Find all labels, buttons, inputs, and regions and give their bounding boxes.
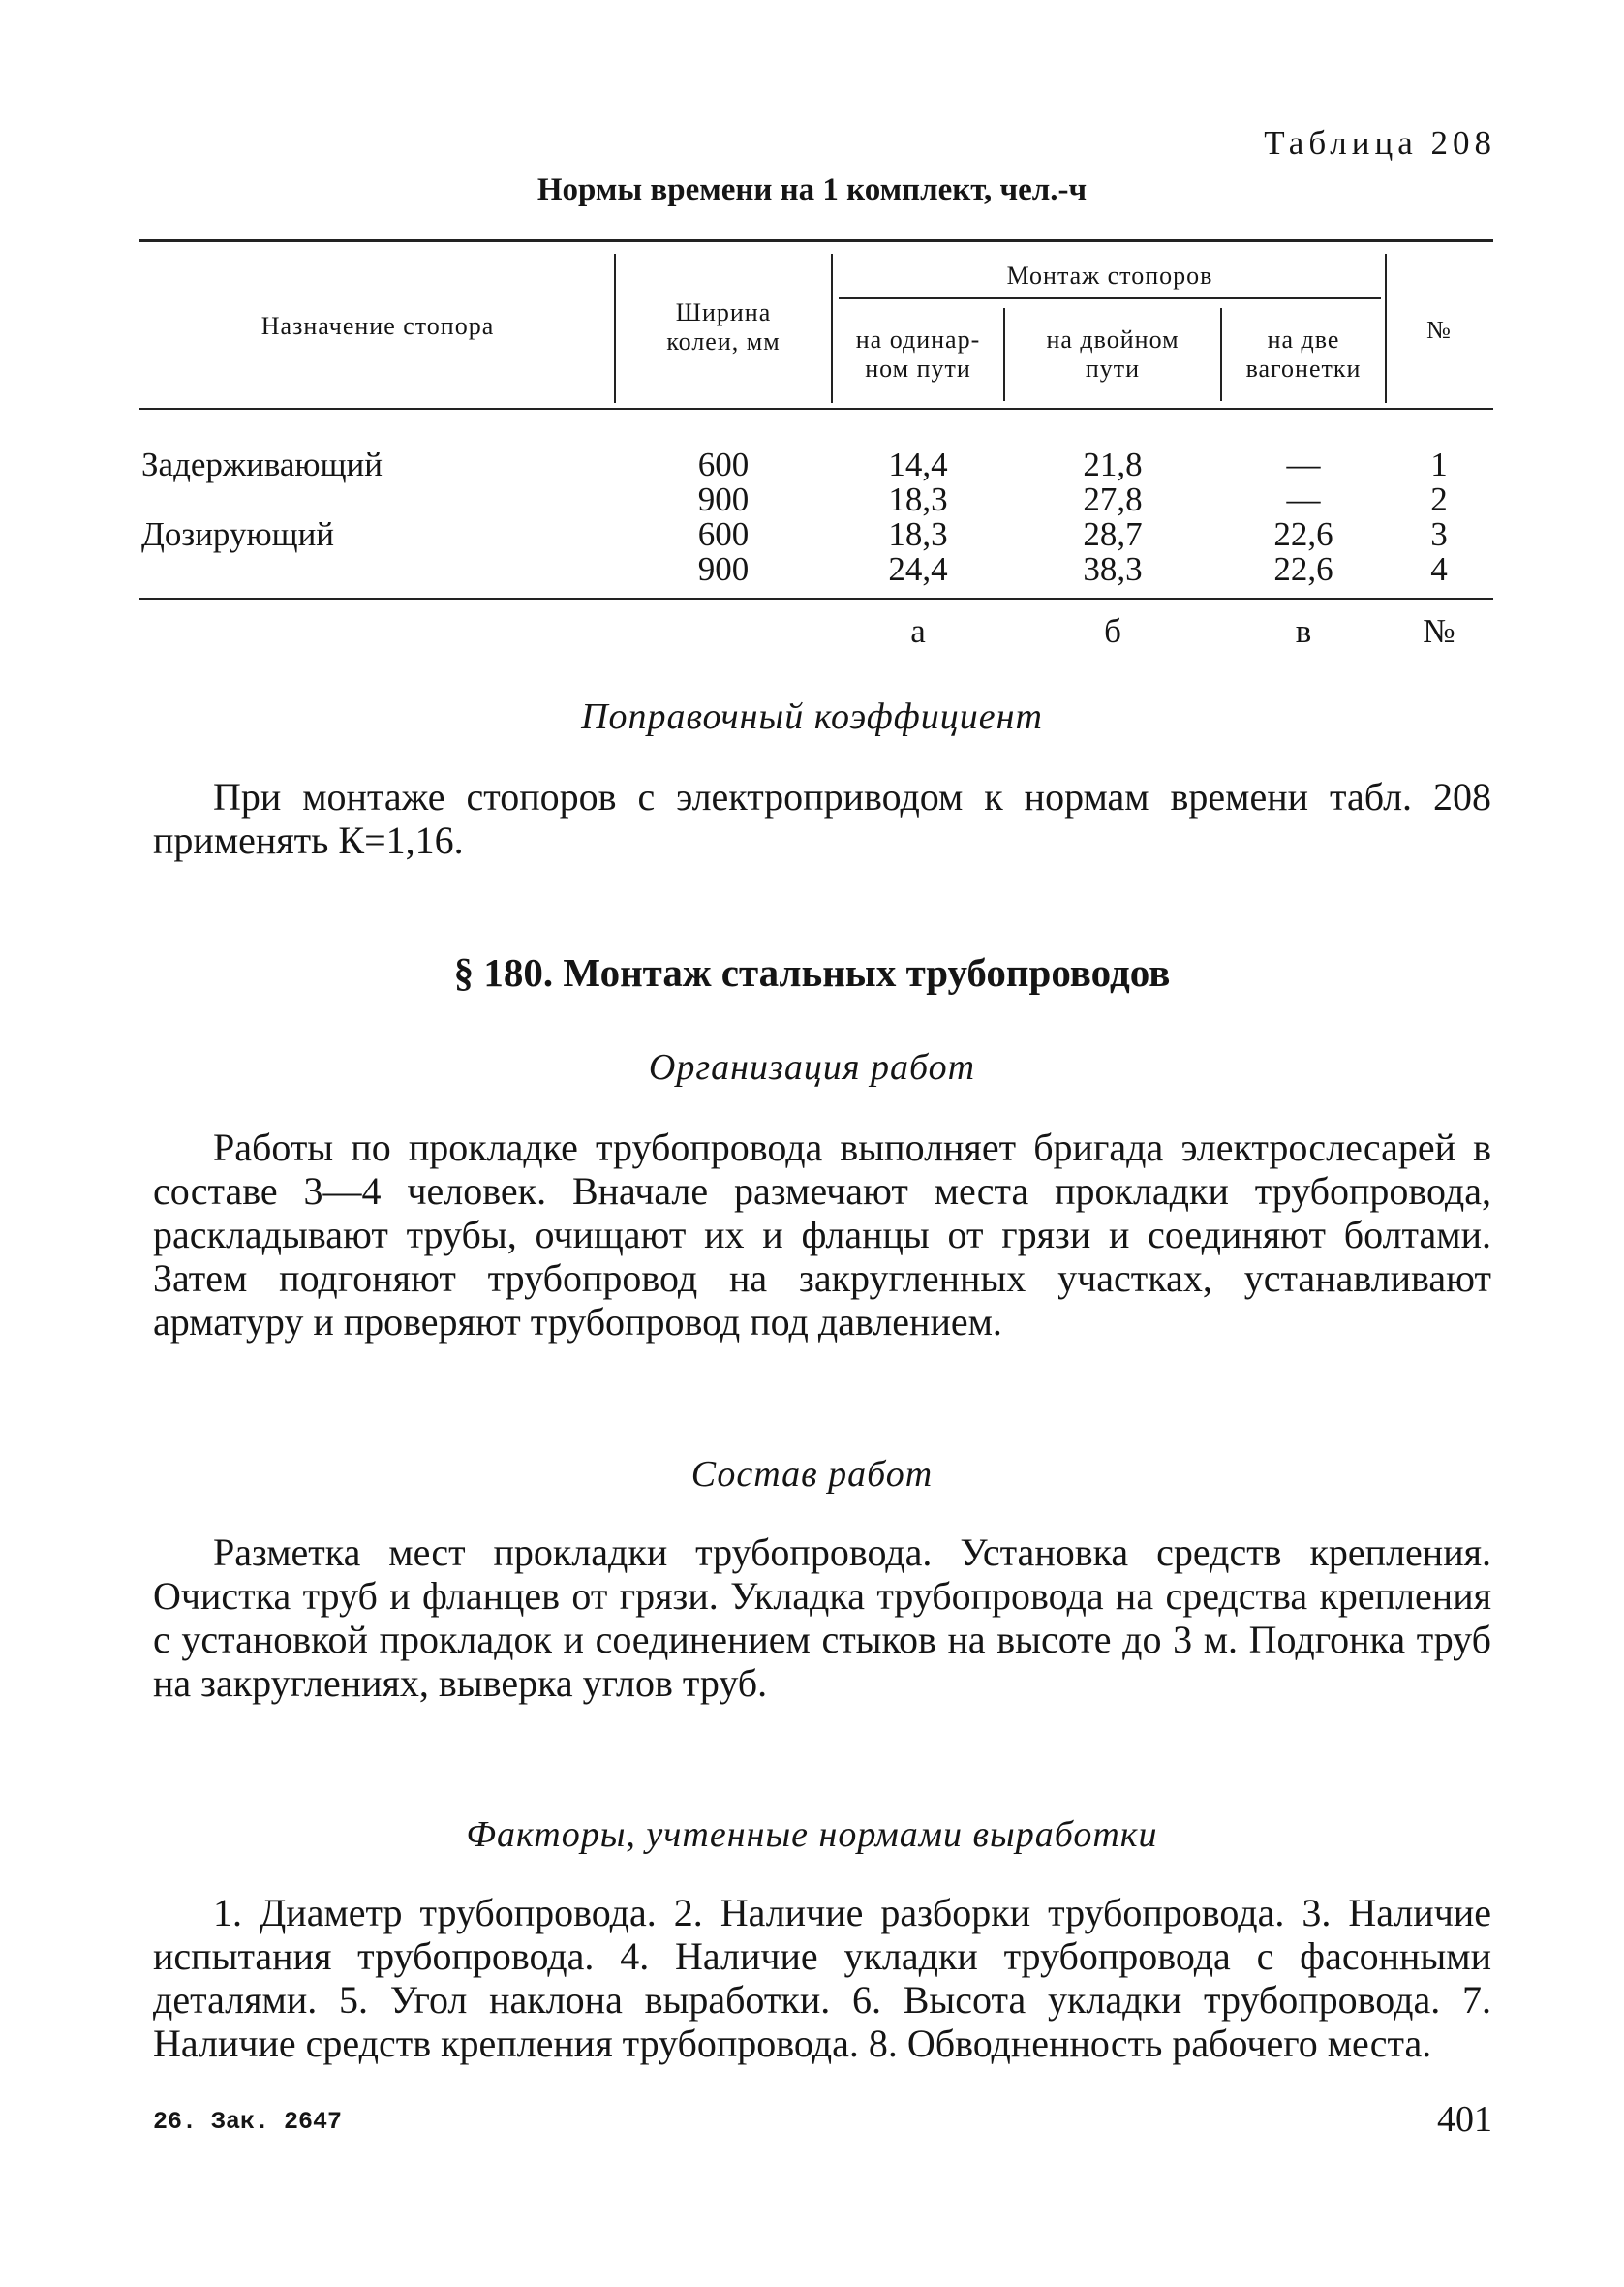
cell-b: 27,8 [1083, 480, 1143, 518]
header-number: № [1426, 316, 1452, 344]
cell-gauge: 600 [697, 446, 750, 483]
page-number: 401 [1437, 2099, 1492, 2140]
cell-a: 18,3 [888, 480, 948, 518]
header-purpose: Назначение стопора [260, 312, 495, 340]
table-label: Таблица 208 [1264, 124, 1496, 162]
header-mounting-group: Монтаж стопоров [1006, 262, 1213, 290]
correction-heading: Поправочный коэффициент [581, 696, 1043, 737]
cell-purpose: Задерживающий [141, 446, 383, 483]
column-letter-number: № [1423, 612, 1455, 650]
factors-text: 1. Диаметр трубопровода. 2. Наличие разборки трубопровода. 3. Наличие испытания трубопровода. 4. Наличие укладки трубопровода с фасонными деталями. 5. Угол наклона выработки. 6. Высота укладки трубопровода. 7. Наличие средств крепления трубопровода. 8. Обводненность рабочего места. [153, 1891, 1491, 2065]
organization-text: Работы по прокладке трубопровода выполняет бригада электрослесарей в составе 3—4 человек. Вначале размечают места прокладки трубопровода, раскладывают трубы, очищают их и фланцы от грязи и соединяют болтами. Затем подгоняют трубопровод на закругленных участках, устанавливают арматуру и проверяют трубопровод под давлением. [153, 1126, 1491, 1344]
cell-c: 22,6 [1273, 550, 1333, 588]
cell-a: 14,4 [888, 446, 948, 483]
cell-gauge: 600 [697, 515, 750, 553]
table-divider [1385, 254, 1387, 403]
cell-c: — [1286, 480, 1321, 518]
factors-heading: Факторы, учтенные нормами выработки [466, 1814, 1158, 1855]
cell-b: 28,7 [1083, 515, 1143, 553]
cell-a: 24,4 [888, 550, 948, 588]
table-divider [831, 254, 833, 403]
section-heading: § 180. Монтаж стальных трубопроводов [453, 950, 1171, 995]
cell-b: 38,3 [1083, 550, 1143, 588]
cell-purpose: Дозирующий [141, 515, 335, 553]
table-top-rule [139, 239, 1493, 242]
cell-number: 1 [1430, 446, 1448, 483]
group-header-rule [839, 297, 1381, 299]
composition-text: Разметка мест прокладки трубопровода. Установка средств крепления. Очистка труб и фланцев от грязи. Укладка трубопровода на средства крепления с установкой прокладок и соединением стыков на высоте до 3 м. Подгонка труб на закруглениях, выверка углов труб. [153, 1530, 1491, 1705]
header-two-carts: на две вагонетки [1245, 325, 1362, 383]
organization-heading: Организация работ [648, 1047, 976, 1088]
header-gauge: Ширина колеи, мм [666, 298, 781, 355]
table-divider [1220, 308, 1222, 401]
correction-text: При монтаже стопоров с электроприводом к нормам времени табл. 208 применять К=1,16. [153, 775, 1491, 862]
column-letter-a: а [910, 612, 926, 650]
table-divider [1003, 308, 1005, 401]
cell-number: 4 [1430, 550, 1448, 588]
cell-number: 3 [1430, 515, 1448, 553]
header-double-track: на двойном пути [1046, 325, 1180, 383]
table-divider [614, 254, 616, 403]
column-letter-c: в [1295, 612, 1312, 650]
cell-number: 2 [1430, 480, 1448, 518]
table-title: Нормы времени на 1 комплект, чел.-ч [536, 172, 1088, 207]
cell-gauge: 900 [697, 480, 750, 518]
cell-c: — [1286, 446, 1321, 483]
header-single-track: на одинар- ном пути [855, 325, 981, 383]
footer-signature: 26. Зак. 2647 [153, 2108, 343, 2136]
cell-b: 21,8 [1083, 446, 1143, 483]
composition-heading: Состав работ [690, 1454, 934, 1495]
column-letter-b: б [1104, 612, 1121, 650]
cell-a: 18,3 [888, 515, 948, 553]
cell-gauge: 900 [697, 550, 750, 588]
cell-c: 22,6 [1273, 515, 1333, 553]
table-header-rule [139, 408, 1493, 410]
table-bottom-rule [139, 598, 1493, 600]
